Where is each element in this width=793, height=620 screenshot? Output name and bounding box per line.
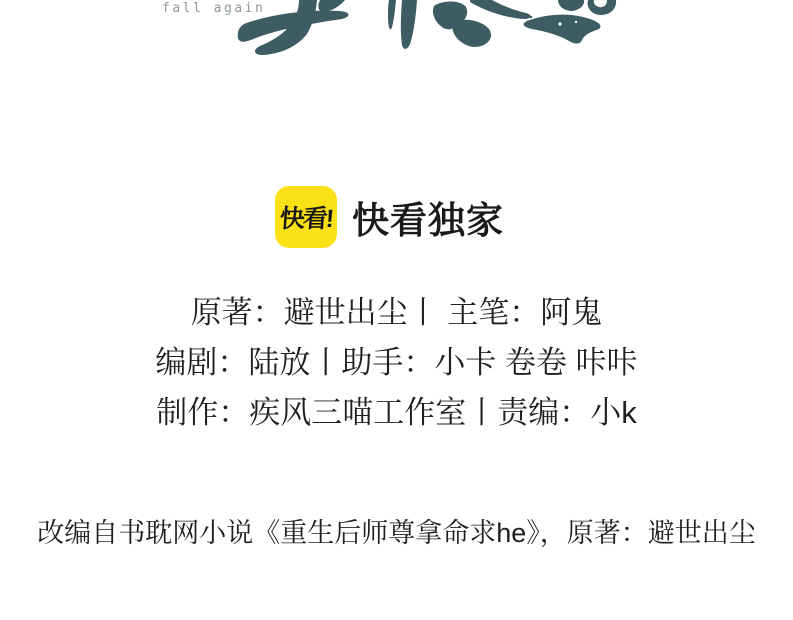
credit-line-original-author: 原著：避世出尘丨 主笔：阿鬼: [190, 295, 603, 330]
calligraphy-stroke: [401, 0, 417, 49]
ink-speckle: [558, 22, 561, 25]
calligraphy-title-artwork: [0, 0, 793, 56]
credit-line-production-editor: 制作：疾风三喵工作室丨责编：小k: [156, 395, 637, 430]
calligraphy-stroke: [388, 0, 396, 30]
ink-dot: [530, 16, 532, 18]
calligraphy-stroke: [524, 15, 601, 44]
calligraphy-stroke: [452, 20, 491, 47]
brand-row: [0, 186, 786, 248]
brand-exclusive-label: 快看独家: [352, 200, 504, 241]
credit-line-screenwriter-assistants: 编剧：陆放丨助手：小卡 卷卷 咔咔: [155, 345, 638, 380]
calligraphy-stroke: [318, 0, 345, 12]
calligraphy-stroke: [588, 0, 616, 15]
subtitle-fall-again: fall again: [162, 1, 266, 16]
title-header: [0, 0, 793, 56]
calligraphy-stroke: [470, 0, 531, 19]
credits-block: [0, 288, 793, 438]
calligraphy-stroke: [558, 0, 584, 11]
ink-dot: [549, 26, 552, 29]
adaptation-note: 改编自书耽网小说《重生后师尊拿命求he》，原著：避世出尘: [37, 518, 756, 548]
ink-speckle: [575, 21, 577, 23]
kuaikan-logo-text: 快看!: [278, 205, 333, 233]
kuaikan-logo: [275, 186, 337, 248]
